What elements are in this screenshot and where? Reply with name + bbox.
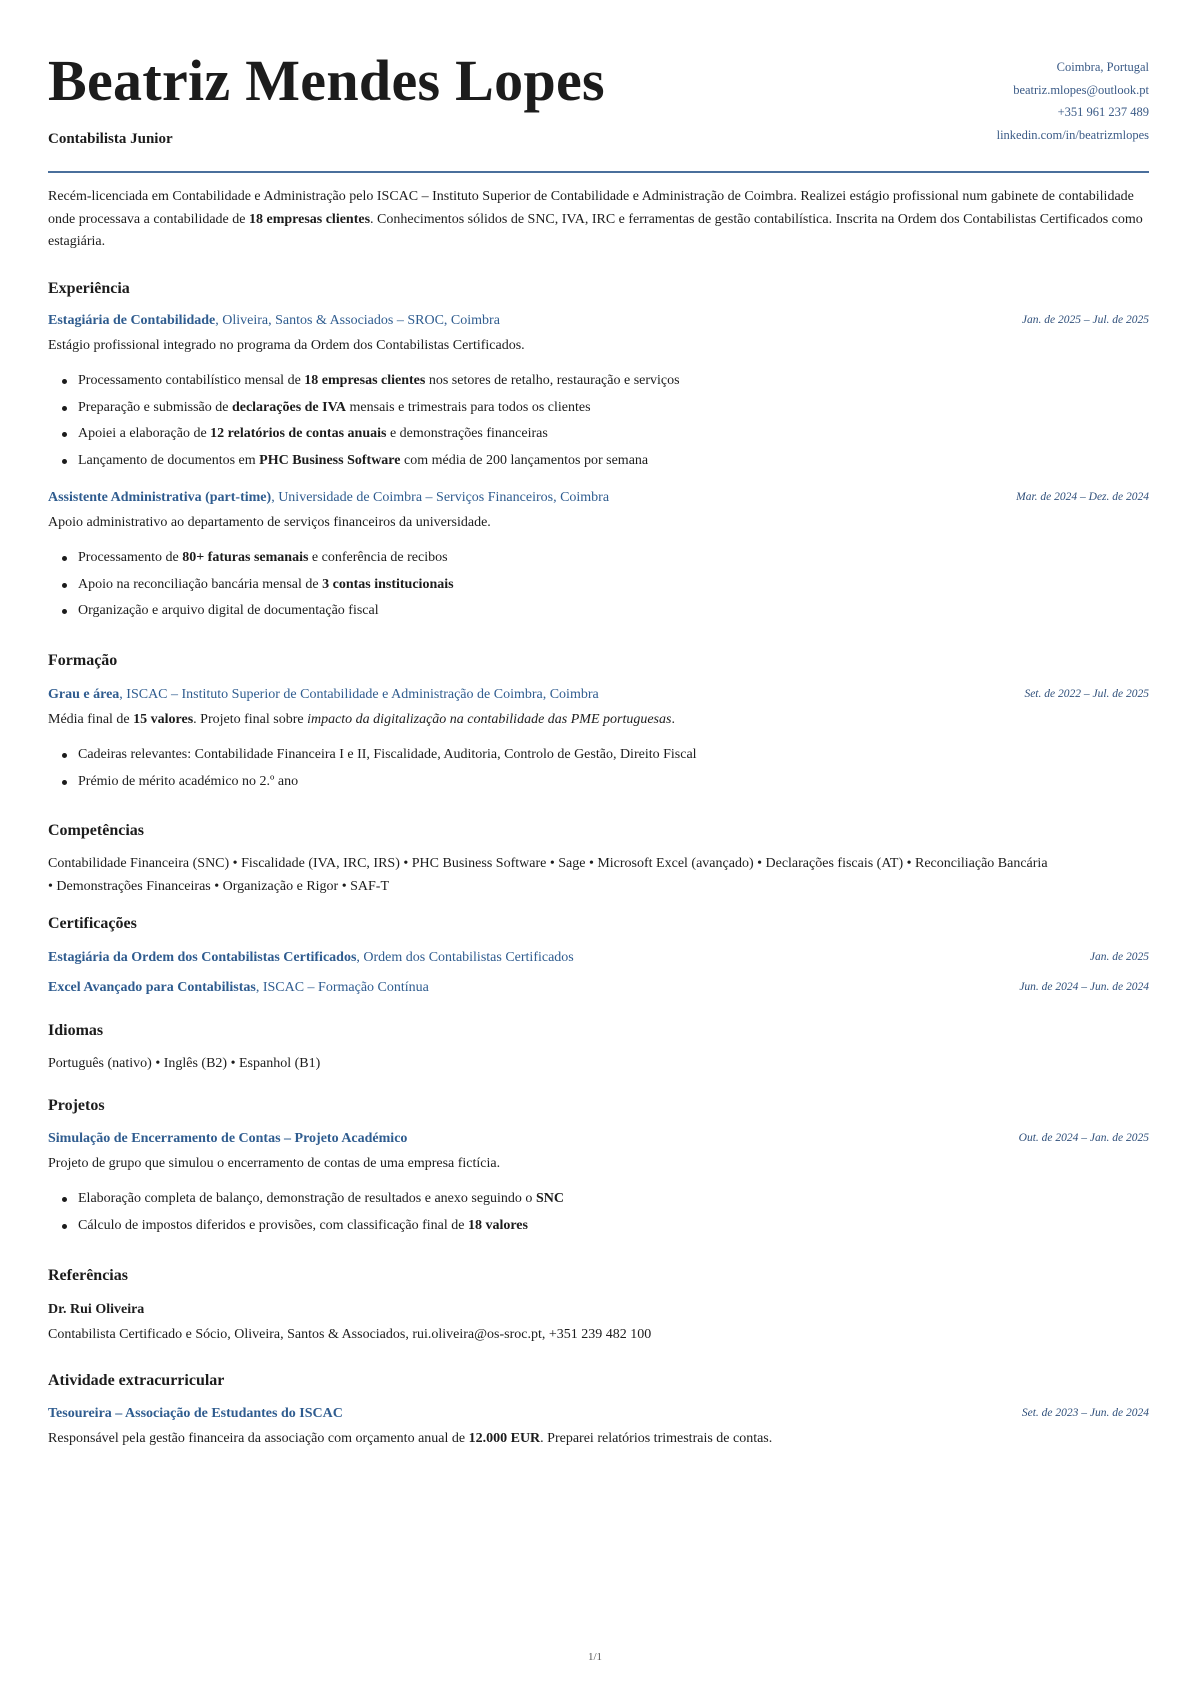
education-description	[48, 712, 675, 728]
extracurricular-role: Tesoureira – Associação de Estudantes do ISCAC	[48, 1406, 343, 1421]
bullet-text: e demonstrações financeiras	[386, 426, 548, 441]
education-thesis: impacto da digitalização na contabilidade das PME portuguesas	[307, 712, 672, 727]
resume-page	[48, 0, 1149, 1446]
contact-location: Coimbra, Portugal	[1056, 60, 1149, 74]
section-title-references: Referências	[48, 1267, 128, 1284]
extracurricular-budget: 12.000 EUR	[468, 1431, 541, 1446]
bullet-text: e conferência de recibos	[308, 550, 448, 565]
bullet-highlight: 18 empresas clientes	[304, 373, 426, 388]
bullet-text: Lançamento de documentos em	[78, 452, 260, 468]
certification-org: , Ordem dos Contabilistas Certificados	[356, 950, 574, 965]
section-title-languages: Idiomas	[48, 1022, 104, 1039]
skills-line: • Demonstrações Financeiras • Organização e Rigor • SAF-T	[48, 878, 390, 894]
bullet-highlight: PHC Business Software	[259, 452, 401, 468]
project-name: Simulação de Encerramento de Contas – Projeto Académico	[48, 1131, 408, 1146]
bullet-text: Elaboração completa de balanço, demonstração de resultados e anexo seguindo o	[78, 1191, 536, 1206]
bullet-text: nos setores de retalho, restauração e serviços	[425, 373, 680, 388]
project-description: Projeto de grupo que simulou o encerramento de contas de uma empresa fictícia.	[48, 1156, 501, 1171]
extracurricular-text: Responsável pela gestão financeira da associação com orçamento anual de	[48, 1431, 469, 1446]
education-desc-text: .	[671, 712, 675, 727]
summary-paragraph	[48, 186, 1149, 254]
certification-name: Excel Avançado para Contabilistas	[48, 980, 256, 995]
bullet-highlight: 80+ faturas semanais	[182, 550, 309, 565]
languages-list: Português (nativo) • Inglês (B2) • Espanhol (B1)	[48, 1056, 321, 1071]
bullet-item	[78, 548, 454, 575]
bullet-item	[78, 371, 680, 398]
experience-org: , Oliveira, Santos & Associados – SROC, Coimbra	[215, 313, 500, 328]
certification-entry	[48, 950, 1149, 966]
bullet-highlight: 12 relatórios de contas anuais	[210, 426, 387, 441]
extracurricular-date: Set. de 2023 – Jun. de 2024	[1021, 1407, 1149, 1419]
bullet-text: Apoiei a elaboração de	[78, 426, 211, 441]
bullet-item	[78, 398, 680, 425]
bullet-item	[78, 601, 454, 628]
reference-name: Dr. Rui Oliveira	[48, 1302, 145, 1317]
experience-org: , Universidade de Coimbra – Serviços Financeiros, Coimbra	[271, 490, 610, 505]
bullet-item	[78, 575, 454, 602]
certification-entry	[48, 980, 1149, 996]
bullet-text: mensais e trimestrais para todos os clientes	[346, 399, 591, 415]
job-title: Contabilista Junior	[48, 131, 173, 147]
bullet-item	[78, 424, 680, 451]
bullet-item	[78, 1216, 564, 1243]
summary-text: . Conhecimentos sólidos de SNC, IVA, IRC e ferramentas de gestão contabilística. Inscrita na Ordem dos Contabilistas Certificados como estagiária.	[48, 211, 1143, 249]
bullet-item: Prémio de mérito académico no 2.º ano	[78, 772, 697, 799]
skills-list	[48, 853, 1149, 898]
education-desc-text: . Projeto final sobre	[193, 712, 308, 727]
education-bullets	[48, 745, 697, 798]
experience-entry-1-header	[48, 313, 1149, 329]
contact-email[interactable]: beatriz.mlopes@outlook.pt	[1013, 82, 1149, 97]
certification-date: Jun. de 2024 – Jun. de 2024	[1019, 981, 1149, 993]
section-title-education: Formação	[48, 652, 118, 669]
contact-phone[interactable]: +351 961 237 489	[1057, 105, 1149, 119]
education-date: Set. de 2022 – Jul. de 2025	[1024, 688, 1149, 700]
resume-header	[48, 0, 1149, 173]
section-title-certifications: Certificações	[48, 915, 137, 932]
bullet-highlight: 3 contas institucionais	[322, 576, 454, 592]
extracurricular-text: . Preparei relatórios trimestrais de contas.	[540, 1431, 773, 1446]
section-title-extracurricular: Atividade extracurricular	[48, 1372, 225, 1389]
bullet-item	[78, 1189, 564, 1216]
education-entry-header	[48, 687, 1149, 703]
skills-line: Contabilidade Financeira (SNC) • Fiscalidade (IVA, IRC, IRS) • PHC Business Software • Sage • Microsoft Excel (avançado) • Declarações fiscais (AT) • Reconciliação Bancária	[48, 856, 1048, 871]
section-title-experience: Experiência	[48, 280, 130, 297]
bullet-text: Organização e arquivo digital de documentação fiscal	[78, 603, 379, 618]
bullet-text: Processamento de	[78, 550, 183, 565]
experience-role: Assistente Administrativa (part-time)	[48, 490, 272, 505]
summary-highlight: 18 empresas clientes	[248, 211, 371, 227]
certification-date: Jan. de 2025	[1089, 951, 1149, 963]
experience-role: Estagiária de Contabilidade	[48, 313, 216, 328]
bullet-text: Apoio na reconciliação bancária mensal de	[78, 576, 323, 592]
project-entry-header	[48, 1131, 1149, 1147]
page-number: 1/1	[587, 1651, 603, 1663]
project-date: Out. de 2024 – Jan. de 2025	[1018, 1132, 1149, 1144]
education-desc-text: Média final de	[48, 712, 134, 727]
experience-description: Estágio profissional integrado no programa da Ordem dos Contabilistas Certificados.	[48, 338, 525, 353]
bullet-item	[78, 451, 680, 478]
section-title-projects: Projetos	[48, 1097, 105, 1114]
bullet-highlight: SNC	[535, 1191, 564, 1206]
extracurricular-description	[48, 1431, 772, 1447]
bullet-highlight: 18 valores	[467, 1217, 528, 1233]
education-org: , ISCAC – Instituto Superior de Contabilidade e Administração de Coimbra, Coimbra	[119, 687, 599, 702]
bullet-text: Cálculo de impostos diferidos e provisões, com classificação final de	[78, 1217, 468, 1233]
experience-description: Apoio administrativo ao departamento de serviços financeiros da universidade.	[48, 515, 491, 530]
bullet-item: Cadeiras relevantes: Contabilidade Financeira I e II, Fiscalidade, Auditoria, Controlo de Gestão, Direito Fiscal	[78, 745, 697, 772]
certification-org: , ISCAC – Formação Contínua	[255, 980, 429, 995]
bullet-text: Preparação e submissão de	[78, 399, 232, 415]
certification-name: Estagiária da Ordem dos Contabilistas Certificados	[48, 950, 357, 965]
bullet-text: Processamento contabilístico mensal de	[78, 373, 305, 388]
reference-details: Contabilista Certificado e Sócio, Oliveira, Santos & Associados, rui.oliveira@os-sroc.pt, +351 239 482 100	[48, 1327, 652, 1342]
contact-block	[997, 56, 1149, 146]
candidate-name: Beatriz Mendes Lopes	[48, 48, 605, 113]
experience-date: Jan. de 2025 – Jul. de 2025	[1021, 314, 1149, 326]
experience-1-bullets	[48, 371, 680, 477]
section-title-skills: Competências	[48, 822, 144, 839]
education-degree: Grau e área	[48, 687, 120, 702]
contact-linkedin[interactable]: linkedin.com/in/beatrizmlopes	[996, 127, 1149, 142]
experience-entry-2-header	[48, 490, 1149, 506]
education-grade: 15 valores	[133, 712, 194, 727]
summary-text: Recém-licenciada em Contabilidade e Administração pelo ISCAC – Instituto Superior de Contabilidade e Administração de Coimbra. Realizei estágio profissional num gabinete de contabilidade onde processava a contabilidade de	[48, 189, 1134, 227]
experience-2-bullets	[48, 548, 454, 628]
bullet-text: com média de 200 lançamentos por semana	[400, 452, 649, 468]
experience-date: Mar. de 2024 – Dez. de 2024	[1016, 491, 1149, 503]
extracurricular-entry-header	[48, 1406, 1149, 1422]
bullet-highlight: declarações de IVA	[231, 399, 347, 415]
project-bullets	[48, 1189, 564, 1242]
